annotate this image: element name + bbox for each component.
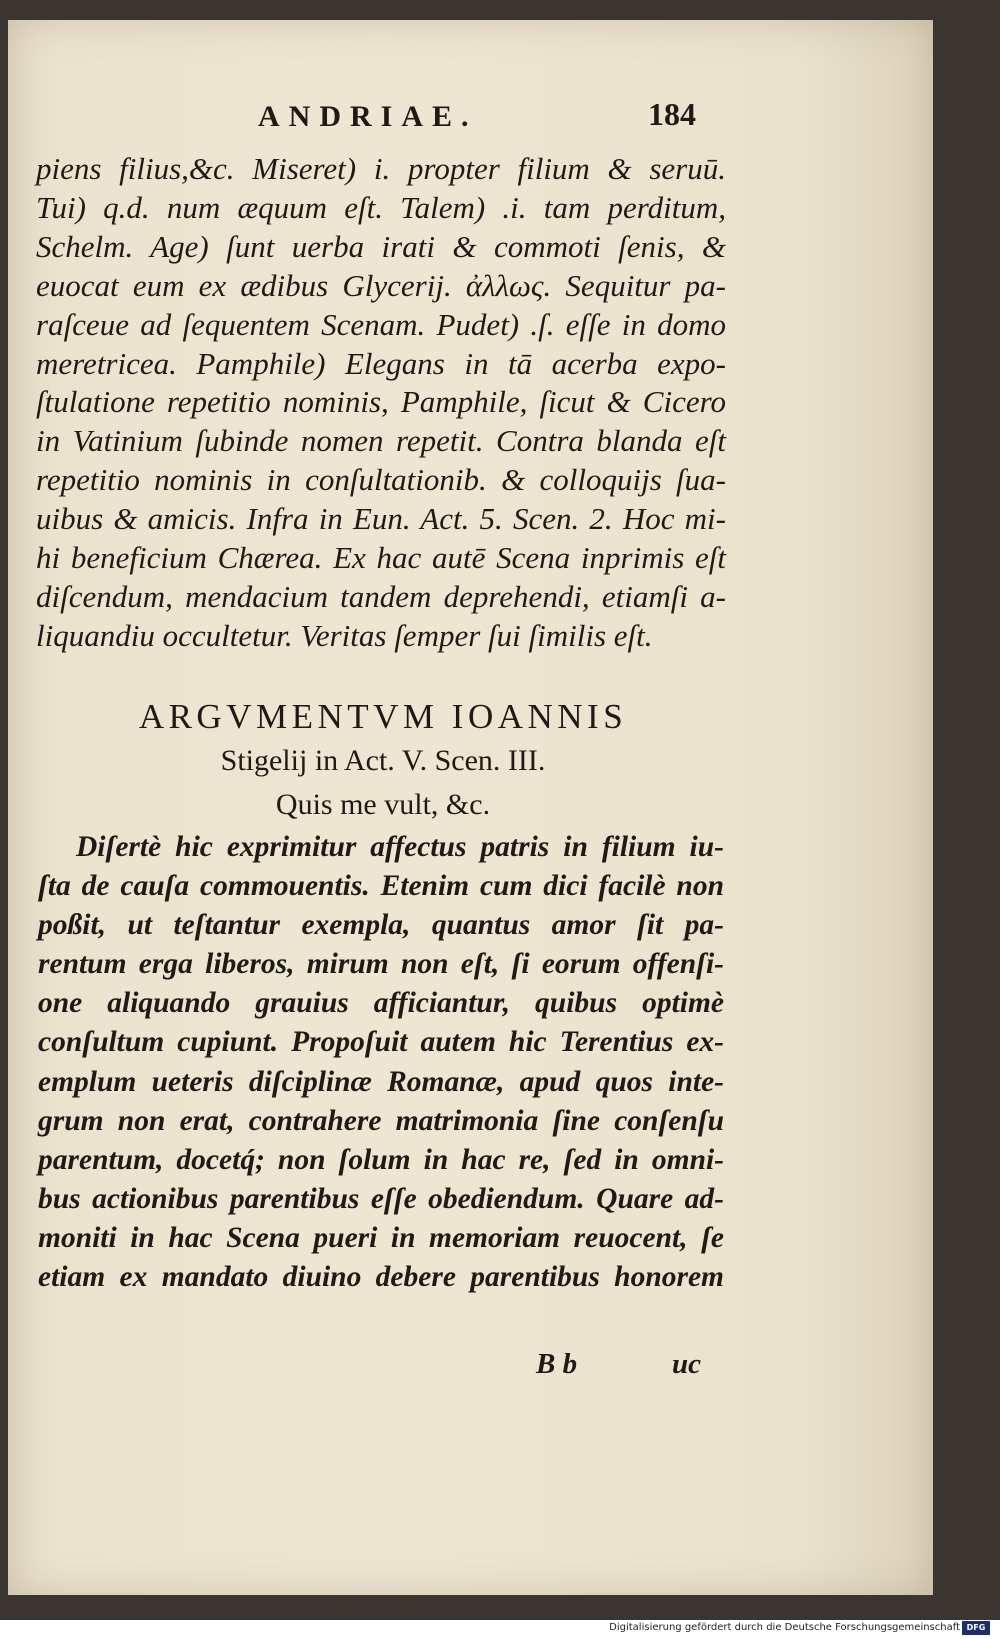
heading-line: Quis me vult, &c.: [275, 788, 491, 821]
text-line: rentum erga liberos, mirum non eſt, ſi eorum offenſi-: [38, 948, 724, 981]
text-line: hi beneficium Chærea. Ex hac autē Scena inprimis eſt: [36, 540, 726, 576]
text-line: etiam ex mandato diuino debere parentibus honorem: [38, 1261, 724, 1294]
text-line: moniti in hac Scena pueri in memoriam reuocent, ſe: [38, 1221, 724, 1254]
text-line: bus actionibus parentibus eſſe obediendum. Quare ad-: [38, 1182, 724, 1215]
text-line: emplum ueteris diſciplinæ Romanæ, apud quos inte-: [38, 1065, 724, 1098]
text-line: ſta de cauſa commouentis. Etenim cum dici facilè non: [38, 870, 724, 903]
text-line: euocat eum ex ædibus Glycerij. ἀλλως. Sequitur pa-: [36, 267, 726, 303]
text-line: ſtulatione repetitio nominis, Pamphile, ſicut & Cicero: [36, 384, 726, 420]
digitization-credit: Digitalisierung gefördert durch die Deutsche Forschungsgemeinschaft: [609, 1622, 960, 1633]
text-line: in Vatinium ſubinde nomen repetit. Contra blanda eſt: [36, 423, 726, 459]
page-number: 184: [648, 96, 696, 132]
book-page: [8, 20, 933, 1595]
catchword: uc: [672, 1348, 701, 1380]
page-header: [8, 82, 933, 132]
running-head: ANDRIAE.: [258, 100, 478, 133]
text-line: Diſertè hic exprimitur affectus patris in filium iu-: [76, 831, 724, 863]
commentary-paragraph: [36, 150, 726, 656]
text-line: Schelm. Age) ſunt uerba irati & commoti ſenis, &: [36, 228, 726, 264]
argument-paragraph: [38, 828, 724, 1297]
text-line: meretricea. Pamphile) Elegans in tā acerba expo-: [36, 345, 726, 381]
text-line: one aliquando grauius afficiantur, quibus optimè: [38, 987, 724, 1020]
text-line: diſcendum, mendacium tandem deprehendi, etiamſi a-: [36, 578, 726, 614]
signature-mark: B b: [536, 1348, 578, 1380]
text-line: conſultum cupiunt. Propoſuit autem hic Terentius ex-: [38, 1026, 724, 1059]
text-line: Tui) q.d. num æquum eſt. Talem) .i. tam perditum,: [36, 189, 726, 225]
heading-line: ARGVMENTVM IOANNIS: [138, 697, 628, 736]
text-line: repetitio nominis in conſultationib. & colloquijs ſua-: [36, 462, 726, 498]
text-line: raſceue ad ſequentem Scenam. Pudet) .ſ. eſſe in domo: [36, 306, 726, 342]
text-line: grum non erat, contrahere matrimonia ſine conſenſu: [38, 1104, 724, 1137]
text-line: uibus & amicis. Infra in Eun. Act. 5. Scen. 2. Hoc mi-: [36, 501, 726, 537]
text-line: liquandiu occultetur. Veritas ſemper ſui ſimilis eſt.: [36, 617, 653, 653]
text-line: piens filius,&c. Miseret) i. propter filium & seruū.: [36, 151, 726, 186]
text-line: parentum, docetq́; non ſolum in hac re, ſed in omni-: [38, 1143, 724, 1176]
section-heading: [38, 695, 728, 827]
heading-line: Stigelij in Act. V. Scen. III.: [220, 744, 546, 777]
text-line: poßit, ut teſtantur exempla, quantus amor ſit pa-: [38, 909, 724, 942]
dfg-logo: DFG: [962, 1621, 990, 1635]
